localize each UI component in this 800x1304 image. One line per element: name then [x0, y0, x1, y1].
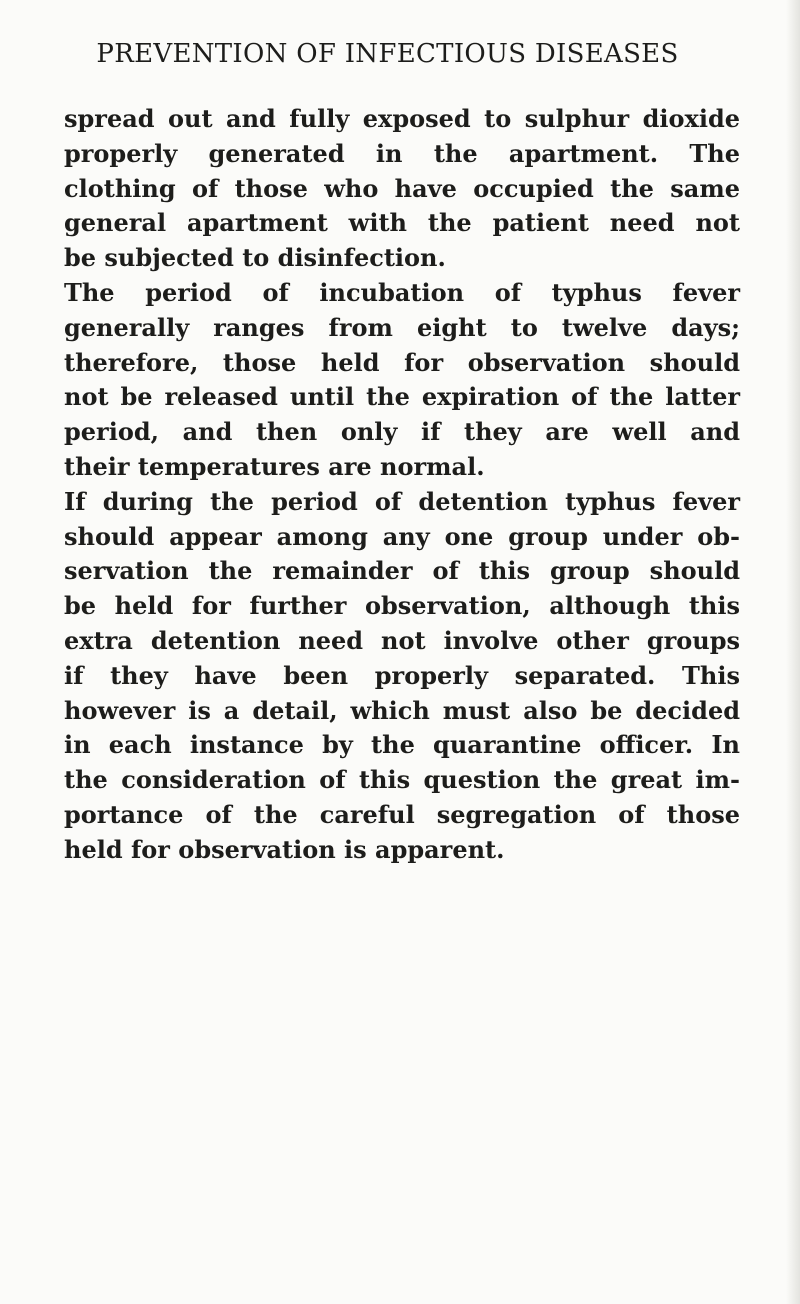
running-head: PREVENTION OF INFECTIOUS DISEASES [96, 39, 679, 69]
text-line: general apartment with the patient need not [64, 208, 740, 238]
text-line: period, and then only if they are well and [64, 417, 740, 447]
text-line: held for observation is apparent. [64, 834, 505, 864]
text-line: in each instance by the quarantine officer. In [64, 730, 740, 760]
paragraph-start-line: If during the period of detention typhus fever [64, 486, 740, 516]
text-line: portance of the careful segregation of those [64, 799, 740, 829]
text-line: clothing of those who have occupied the same [64, 173, 740, 203]
text-line: their temperatures are normal. [64, 451, 485, 481]
text-line: the consideration of this question the great im- [64, 765, 740, 795]
text-line: should appear among any one group under ob- [64, 521, 740, 551]
text-line: not be released until the expiration of the latter [64, 382, 740, 412]
text-line: be subjected to disinfection. [64, 243, 446, 273]
text-line: therefore, those held for observation should [64, 347, 740, 377]
text-line: properly generated in the apartment. The [64, 138, 740, 168]
text-line: spread out and fully exposed to sulphur dioxide [64, 104, 740, 133]
text-line: extra detention need not involve other groups [64, 625, 740, 655]
body-text [64, 102, 740, 868]
text-line: if they have been properly separated. This [64, 660, 740, 690]
page-edge-shadow [786, 0, 800, 1304]
text-line: generally ranges from eight to twelve days; [64, 312, 740, 342]
text-line: however is a detail, which must also be decided [64, 695, 740, 725]
text-line: be held for further observation, although this [64, 591, 740, 621]
text-line: servation the remainder of this group should [64, 556, 740, 586]
paragraph-start-line: The period of incubation of typhus fever [64, 277, 740, 307]
